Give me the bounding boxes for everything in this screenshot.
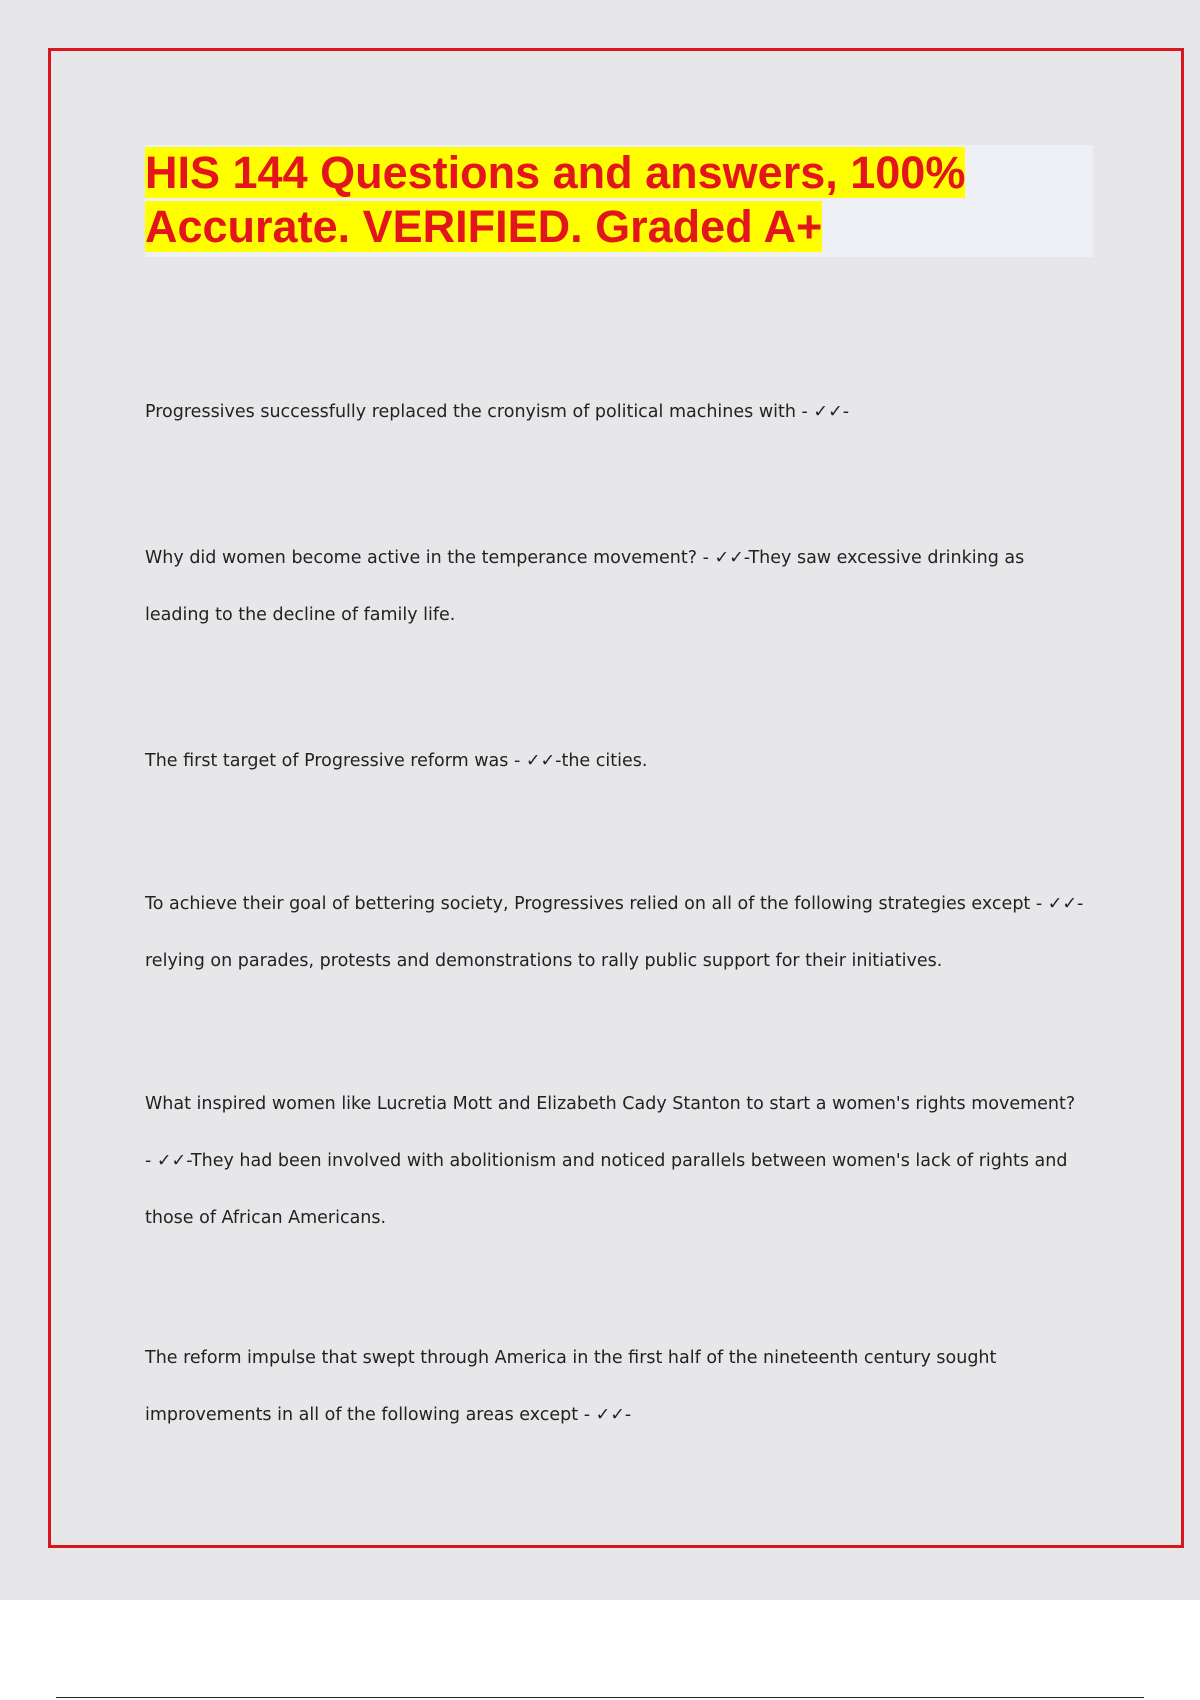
qa-item-3: The first target of Progressive reform was - ✓✓-the cities. — [145, 751, 648, 771]
qa-item-4: To achieve their goal of bettering society, Progressives relied on all of the following strategies except - ✓✓-relying on parades, protests and demonstrations to rally public support for their initiatives. — [145, 894, 1084, 971]
qa-item-5: What inspired women like Lucretia Mott and Elizabeth Cady Stanton to start a women's rights movement? - ✓✓-They had been involved with abolitionism and noticed parallels between women's lack of rights and those of African Americans. — [145, 1094, 1076, 1228]
qa-item-2: Why did women become active in the temperance movement? - ✓✓-They saw excessive drinking as leading to the decline of family life. — [145, 548, 1025, 625]
document-title — [145, 146, 1093, 254]
qa-item-6: The reform impulse that swept through America in the first half of the nineteenth century sought improvements in all of the following areas except - ✓✓- — [145, 1348, 997, 1425]
page-border — [48, 48, 1184, 1548]
footer-rule — [56, 1697, 1144, 1698]
qa-item-1: Progressives successfully replaced the cronyism of political machines with - ✓✓- — [145, 402, 850, 422]
title-line-2: Accurate. VERIFIED. Graded A+ — [145, 201, 823, 252]
title-line-1: HIS 144 Questions and answers, 100% — [145, 147, 966, 198]
